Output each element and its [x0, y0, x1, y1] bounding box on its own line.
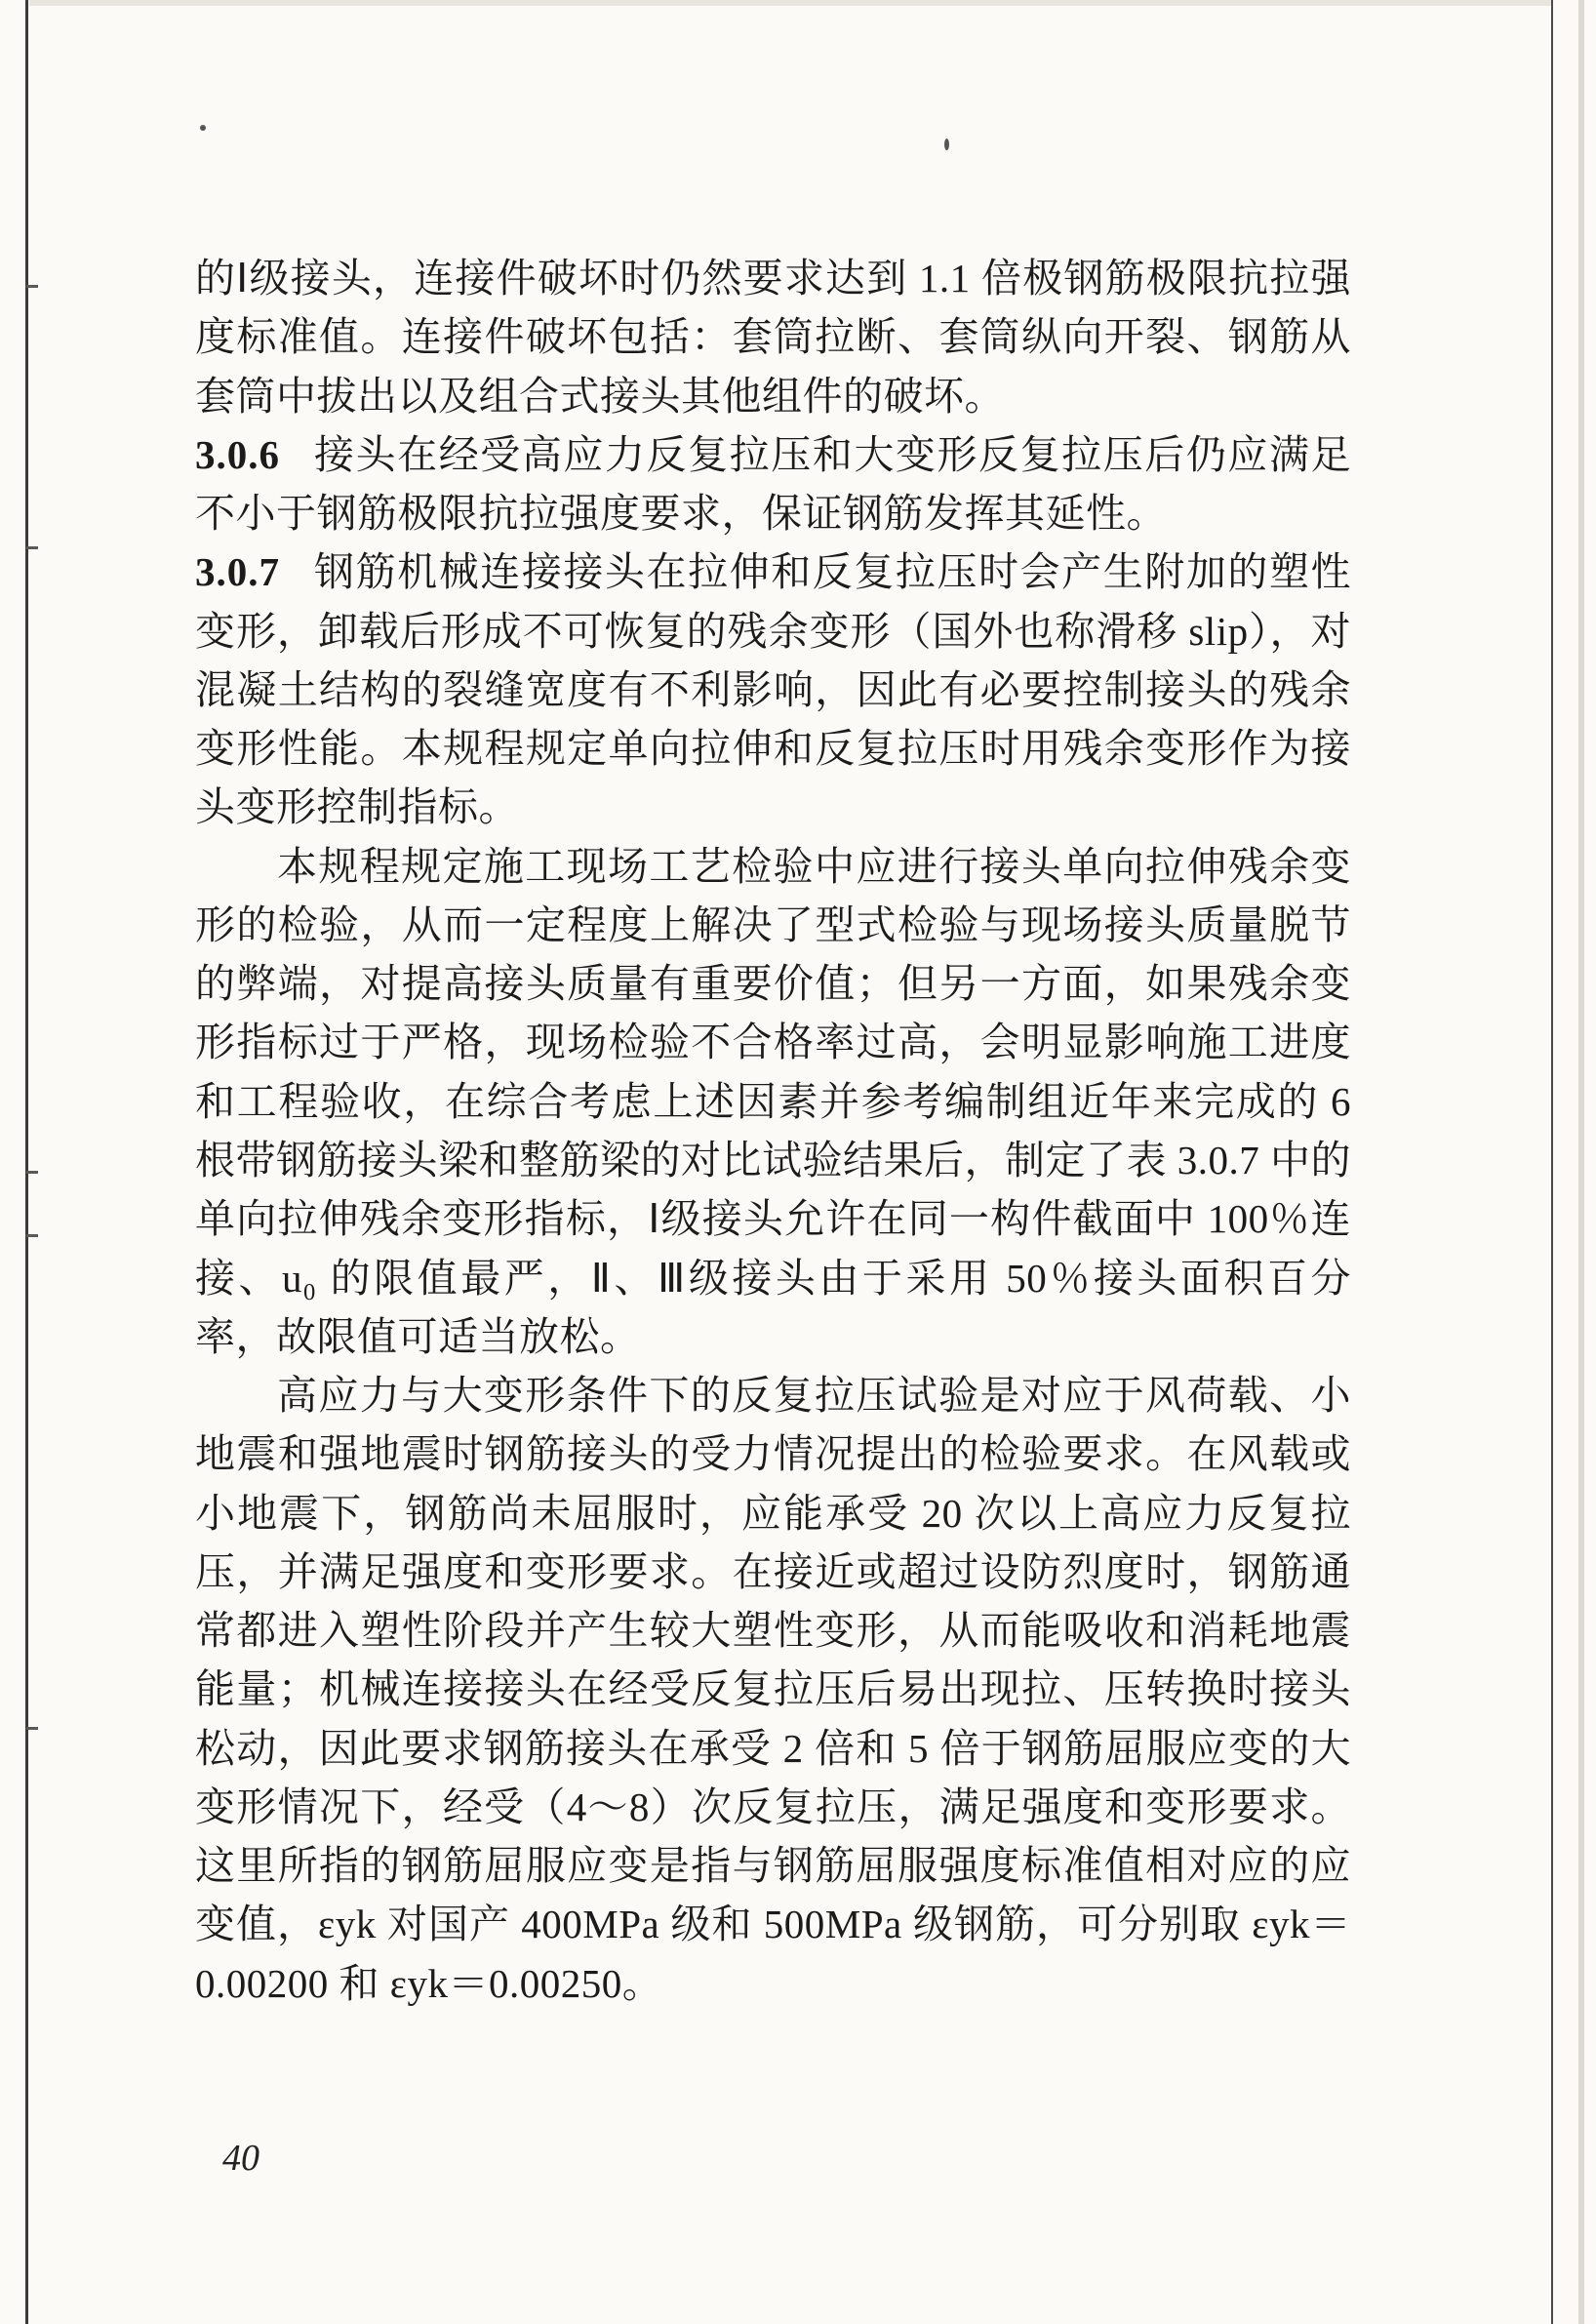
binding-mark	[26, 1234, 38, 1237]
paragraph-clause-3-0-7	[195, 542, 1351, 836]
page-left-border	[25, 0, 28, 2324]
binding-mark	[26, 1171, 38, 1174]
binding-mark	[26, 1727, 38, 1730]
clause-3-0-6-text: 接头在经受高应力反复拉压和大变形反复拉压后仍应满足不小于钢筋极限抗拉强度要求，保证钢筋发挥其延性。	[195, 431, 1351, 537]
paragraph-4: 本规程规定施工现场工艺检验中应进行接头单向拉伸残余变形的检验，从而一定程度上解决了型式检验与现场接头质量脱节的弊端，对提高接头质量有重要价值；但另一方面，如果残余变形指标过于严格，现场检验不合格率过高，会明显影响施工进度和工程验收，在综合考虑上述因素并参考编制组近年来完成的 6 根带钢筋接头梁和整筋梁的对比试验结果后，制定了表 3.0.7 中的单向拉伸残余变形指标，Ⅰ级接头允许在同一构件截面中 100％连接、u₀ 的限值最严，Ⅱ、Ⅲ级接头由于采用 50％接头面积百分率，故限值可适当放松。	[195, 843, 1351, 1359]
scan-top-edge	[29, 0, 1551, 6]
page-number: 40	[222, 2138, 259, 2179]
clause-number-3-0-7: 3.0.7	[195, 549, 280, 595]
clause-number-3-0-6: 3.0.6	[195, 431, 280, 477]
clause-3-0-7-text: 钢筋机械连接接头在拉伸和反复拉压时会产生附加的塑性变形，卸载后形成不可恢复的残余变形（国外也称滑移 slip），对混凝土结构的裂缝宽度有不利影响，因此有必要控制接头的残余变形性能。本规程规定单向拉伸和反复拉压时用残余变形作为接头变形控制指标。	[195, 549, 1351, 830]
binding-mark	[26, 285, 38, 288]
binding-mark	[26, 546, 38, 549]
paragraph-1: 的Ⅰ级接头，连接件破坏时仍然要求达到 1.1 倍极钢筋极限抗拉强度标准值。连接件破坏包括：套筒拉断、套筒纵向开裂、钢筋从套筒中拔出以及组合式接头其他组件的破坏。	[195, 256, 1351, 419]
paragraph-clause-3-0-6	[195, 425, 1351, 543]
page-outer-margin-shade	[1578, 0, 1584, 2324]
page-right-border	[1551, 0, 1553, 2324]
body-text	[195, 249, 1351, 2013]
scan-speck	[200, 125, 206, 131]
paragraph-5: 高应力与大变形条件下的反复拉压试验是对应于风荷载、小地震和强地震时钢筋接头的受力情况提出的检验要求。在风载或小地震下，钢筋尚未屈服时，应能承受 20 次以上高应力反复拉压，并满足强度和变形要求。在接近或超过设防烈度时，钢筋通常都进入塑性阶段并产生较大塑性变形，从而能吸收和消耗地震能量；机械连接接头在经受反复拉压后易出现拉、压转换时接头松动，因此要求钢筋接头在承受 2 倍和 5 倍于钢筋屈服应变的大变形情况下，经受（4～8）次反复拉压，满足强度和变形要求。这里所指的钢筋屈服应变是指与钢筋屈服强度标准值相对应的应变值，εyk 对国产 400MPa 级和 500MPa 级钢筋，可分别取 εyk＝0.00200 和 εyk＝0.00250。	[195, 1373, 1351, 2006]
scan-speck	[944, 139, 949, 150]
